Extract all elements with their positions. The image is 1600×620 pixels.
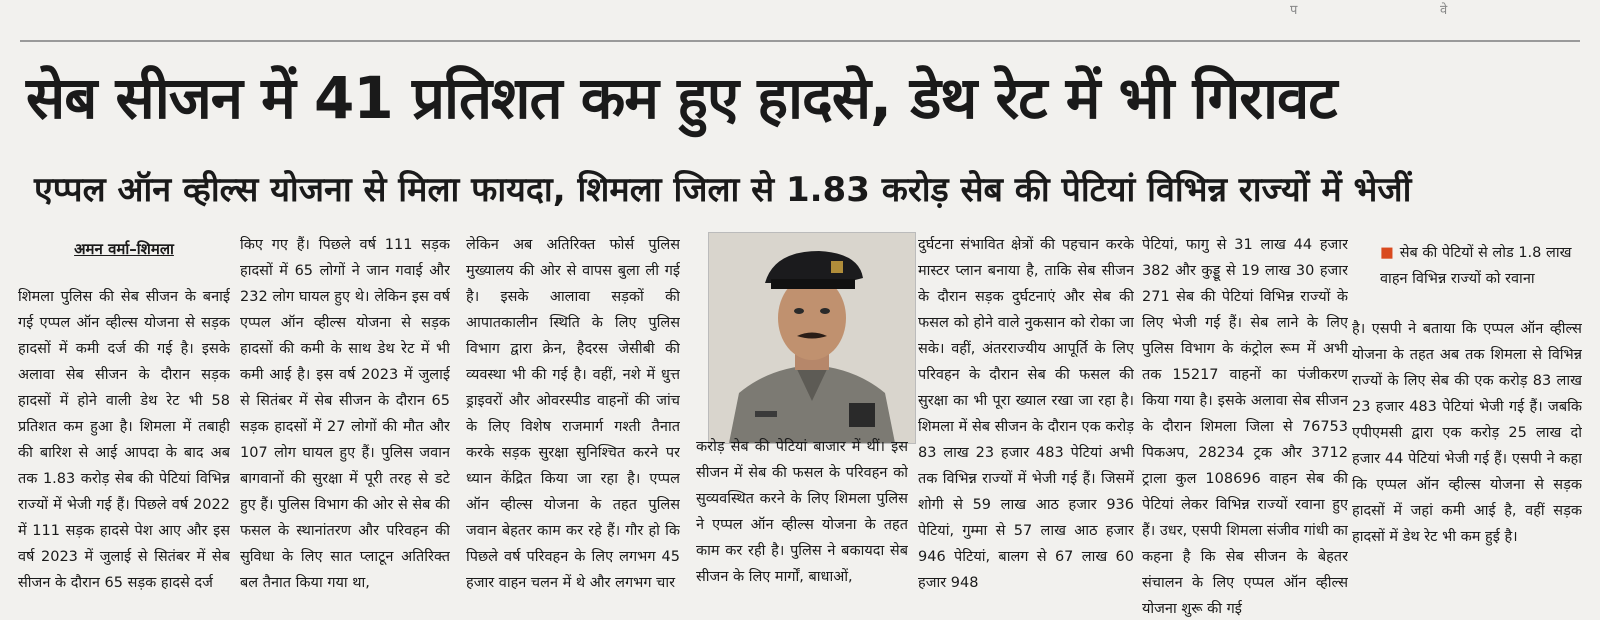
article-column-2 (240, 232, 450, 620)
top-divider (20, 40, 1580, 42)
sub-headline: एप्पल ऑन व्हील्स योजना से मिला फायदा, शिमला जिला से 1.83 करोड़ सेब की पेटियां विभिन्न राज्यों में भेजीं (34, 170, 1412, 210)
main-headline: सेब सीजन में 41 प्रतिशत कम हुए हादसे, डेथ रेट में भी गिरावट (26, 64, 1337, 132)
article-column-4 (696, 434, 908, 620)
corner-fragment-left: प (1290, 3, 1298, 18)
article-column-3 (466, 232, 680, 620)
highlight-box (1380, 240, 1580, 292)
article-column-1 (18, 232, 230, 620)
column-5-text: दुर्घटना संभावित क्षेत्रों की पहचान करके मास्टर प्लान बनाया है, ताकि सेब सीजन के दौरान सड़क दुर्घटनाएं और सेब की फसल को होने वाले नुकसान को रोका जा सके। वहीं, अंतरराज्यीय आपूर्ति के लिए परिवहन के दौरान सेब की फसल की सुरक्षा का भी पूरा ख्याल रखा जा रहा है। शिमला में सेब सीजन के दौरान एक करोड़ 83 लाख 23 हजार 483 पेटियां अभी तक विभिन्न राज्यों में भेजी गई हैं। जिसमें शोगी से 59 लाख आठ हजार 936 पेटियां, गुम्मा से 57 लाख आठ हजार 946 पेटियां, बालग से 67 लाख 60 हजार 948 (918, 237, 1134, 591)
article-column-7 (1352, 316, 1582, 620)
byline: अमन वर्मा–शिमला (74, 240, 174, 258)
column-1-text: शिमला पुलिस की सेब सीजन के बनाई गई एप्पल ऑन व्हील्स योजना से सड़क हादसों में कमी दर्ज की गई है। इसके अलावा सेब सीजन के दौरान सड़क हादसों में होने वाली डेथ रेट भी 58 प्रतिशत कम हुआ है। शिमला में तबाही की बारिश से आई आपदा के बाद अब तक 1.83 करोड़ सेब की पेटियां विभिन्न राज्यों में भेजी गई हैं। पिछले वर्ष 2022 में 111 सड़क हादसे पेश आए और इस वर्ष 2023 में जुलाई से सितंबर में सेब सीजन के दौरान 65 सड़क हादसे दर्ज (18, 289, 230, 591)
officer-photo (708, 232, 916, 444)
article-column-6 (1142, 232, 1348, 620)
officer-photo-illustration (709, 233, 915, 443)
column-6-text: पेटियां, फागु से 31 लाख 44 हजार 382 और कुड्डू से 19 लाख 30 हजार 271 सेब की पेटियां विभिन्न राज्यों के लिए भेजी गई हैं। सेब लाने के लिए पुलिस विभाग के कंट्रोल रूम में अभी तक 15217 वाहनों का पंजीकरण किया गया है। इसके अलावा सेब सीजन के दौरान शिमला जिला से 76753 पिकअप, 28234 ट्रक और 3712 ट्राला कुल 108696 वाहन सेब की पेटियां लेकर विभिन्न राज्यों रवाना हुए हैं। उधर, एसपी शिमला संजीव गांधी का कहना है कि सेब सीजन के बेहतर संचालन के लिए एप्पल ऑन व्हील्स योजना शुरू की गई (1142, 237, 1348, 617)
column-7-text: है। एसपी ने बताया कि एप्पल ऑन व्हील्स योजना के तहत अब तक शिमला से विभिन्न राज्यों के लिए सेब की एक करोड़ 83 लाख 23 हजार 483 पेटियां भेजी गई हैं। जबकि एपीएमसी द्वारा एक करोड़ 25 लाख दो हजार 44 पेटियां भेजी गई हैं। एसपी ने कहा कि एप्पल ऑन व्हील्स योजना से सड़क हादसों में जहां कमी आई है, वहीं सड़क हादसों में डेथ रेट भी कम हुई है। (1352, 321, 1582, 545)
bullet-square-icon: ■ (1380, 245, 1394, 261)
column-3-text: लेकिन अब अतिरिक्त फोर्स पुलिस मुख्यालय की ओर से वापस बुला ली गई है। इसके आलावा सड़कों की आपातकालीन स्थिति के लिए पुलिस विभाग द्वारा क्रेन, हैदरस जेसीबी की व्यवस्था भी की गई है। वहीं, नशे में धुत्त ड्राइवरों और ओवरस्पीड वाहनों की जांच के लिए विशेष राजमार्ग गश्ती तैनात करके सड़क सुरक्षा सुनिश्चित करने पर ध्यान केंद्रित किया जा रहा है। एप्पल ऑन व्हील्स योजना के तहत पुलिस जवान बेहतर काम कर रहे हैं। गौर हो कि पिछले वर्ष परिवहन के लिए लगभग 45 हजार वाहन चलन में थे और लगभग चार (466, 237, 680, 591)
article-column-5 (918, 232, 1134, 620)
column-4-text: करोड़ सेब की पेटियां बाजार में थीं। इस सीजन में सेब की फसल के परिवहन को सुव्यवस्थित करने के लिए शिमला पुलिस ने एप्पल ऑन व्हील्स योजना के तहत काम कर रही है। पुलिस ने बकायदा सेब सीजन के लिए मार्गों, बाधाओं, (696, 439, 908, 585)
corner-fragment-right: वे (1440, 3, 1448, 18)
highlight-text: सेब की पेटियों से लोड 1.8 लाख वाहन विभिन्न राज्यों को रवाना (1380, 245, 1572, 287)
column-2-text: किए गए हैं। पिछले वर्ष 111 सड़क हादसों में 65 लोगों ने जान गवाई और 232 लोग घायल हुए थे। लेकिन इस वर्ष एप्पल ऑन व्हील्स योजना से सड़क हादसों की कमी के साथ डेथ रेट में भी कमी आई है। इस वर्ष 2023 में जुलाई से सितंबर में सेब सीजन के दौरान 65 सड़क हादसों में 27 लोगों की मौत और 107 लोग घायल हुए हैं। पुलिस जवान बागवानों की सुरक्षा में पूरी तरह से डटे हुए हैं। पुलिस विभाग की ओर से सेब की फसल के स्थानांतरण और परिवहन की सुविधा के लिए सात प्लाटून अतिरिक्त बल तैनात किया गया था, (240, 237, 450, 591)
